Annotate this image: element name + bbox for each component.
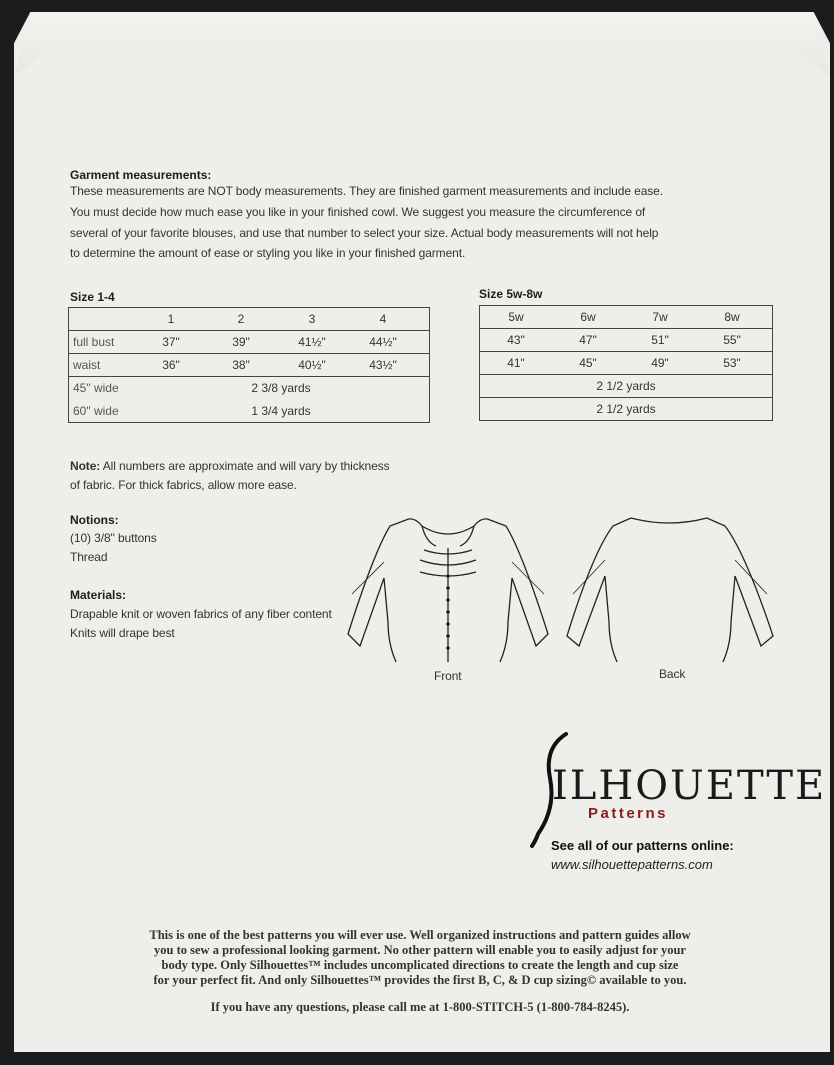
back-view-illustration (565, 512, 777, 662)
size-label: 1 (167, 312, 175, 326)
full-bust-row (69, 331, 430, 354)
garment-heading: Garment measurements: (70, 168, 212, 182)
waist-row (480, 352, 773, 375)
table-cell: 44½" (369, 335, 397, 349)
size-label: 8w (724, 310, 740, 324)
table-cell: 51" (651, 333, 669, 347)
yardage-value: 2 3/8 yards (251, 381, 311, 396)
footer-line: body type. Only Silhouettes™ includes uncomplicated directions to create the length and cup size (161, 958, 679, 972)
website-url[interactable]: www.silhouettepatterns.com (551, 857, 713, 872)
garment-text-line: These measurements are NOT body measurements. They are finished garment measurements and include ease. (70, 184, 663, 198)
notions-heading: Notions: (70, 513, 119, 527)
full-bust-row (480, 329, 773, 352)
footer-line: for your perfect fit. And only Silhouettes™ provides the first B, C, & D cup sizing© available to you. (153, 973, 687, 987)
note-text: of fabric. For thick fabrics, allow more ease. (70, 478, 297, 492)
table-cell: 55" (723, 333, 741, 347)
yardage-row (480, 375, 773, 398)
front-view-illustration (344, 512, 554, 662)
yardage-value: 1 3/4 yards (251, 403, 311, 418)
table-cell: 40½" (298, 358, 326, 372)
yardage-value: 2 1/2 yards (596, 402, 656, 416)
size-header-row (69, 308, 430, 331)
contact-line: If you have any questions, please call me at 1-800-STITCH-5 (1-800-784-8245). (210, 1000, 630, 1014)
table-cell: 45" (579, 356, 597, 370)
row-label: waist (73, 358, 101, 372)
row-label: 45" wide (73, 381, 119, 396)
size-1-4-title: Size 1-4 (70, 290, 115, 304)
table-cell: 38" (232, 358, 250, 372)
table-cell: 47" (579, 333, 597, 347)
waist-row (69, 354, 430, 377)
material-item: Knits will drape best (70, 626, 175, 640)
footer-line: you to sew a professional looking garment. No other pattern will enable you to easily adjust for your (154, 943, 686, 957)
table-cell: 36" (162, 358, 180, 372)
garment-text-line: You must decide how much ease you like in your finished cowl. We suggest you measure the circumference of (70, 205, 646, 219)
table-cell: 53" (723, 356, 741, 370)
table-cell: 39" (232, 335, 250, 349)
front-caption: Front (434, 669, 462, 683)
yardage-value: 2 1/2 yards (596, 379, 656, 393)
table-cell: 43½" (369, 358, 397, 372)
materials-heading: Materials: (70, 588, 127, 602)
brand-subtitle: Patterns (588, 805, 669, 822)
back-caption: Back (659, 667, 686, 681)
yardage-row (69, 377, 430, 400)
notion-item: (10) 3/8" buttons (70, 531, 157, 545)
row-label: 60" wide (73, 403, 119, 418)
size-5w-8w-title: Size 5w-8w (479, 287, 543, 301)
brand-name: ILHOUETTE (552, 763, 827, 809)
size-label: 6w (580, 310, 596, 324)
footer-line: This is one of the best patterns you will ever use. Well organized instructions and pattern guides allow (149, 928, 691, 942)
size-label: 7w (652, 310, 668, 324)
yardage-row (69, 400, 430, 423)
table-cell: 41½" (298, 335, 326, 349)
size-label: 3 (308, 312, 316, 326)
yardage-row (480, 398, 773, 421)
material-item: Drapable knit or woven fabrics of any fiber content (70, 607, 332, 621)
size-header-row (480, 306, 773, 329)
size-5w-8w-table (479, 305, 773, 421)
table-cell: 37" (162, 335, 180, 349)
footer-paragraph (80, 928, 760, 988)
table-cell: 41" (507, 356, 525, 370)
size-label: 2 (237, 312, 245, 326)
notion-item: Thread (70, 550, 108, 564)
garment-text-line: to determine the amount of ease or styling you like in your finished garment. (70, 246, 466, 260)
size-label: 5w (508, 310, 524, 324)
size-label: 4 (379, 312, 387, 326)
note-line (70, 458, 389, 474)
online-text: See all of our patterns online: (551, 838, 734, 853)
table-cell: 43" (507, 333, 525, 347)
table-cell: 49" (651, 356, 669, 370)
garment-text-line: several of your favorite blouses, and use that number to select your size. Actual body measurements will not help (70, 226, 659, 240)
note-label: Note: (70, 459, 101, 473)
size-1-4-table (68, 307, 430, 423)
note-text: All numbers are approximate and will vary by thickness (102, 459, 390, 473)
row-label: full bust (73, 335, 115, 349)
